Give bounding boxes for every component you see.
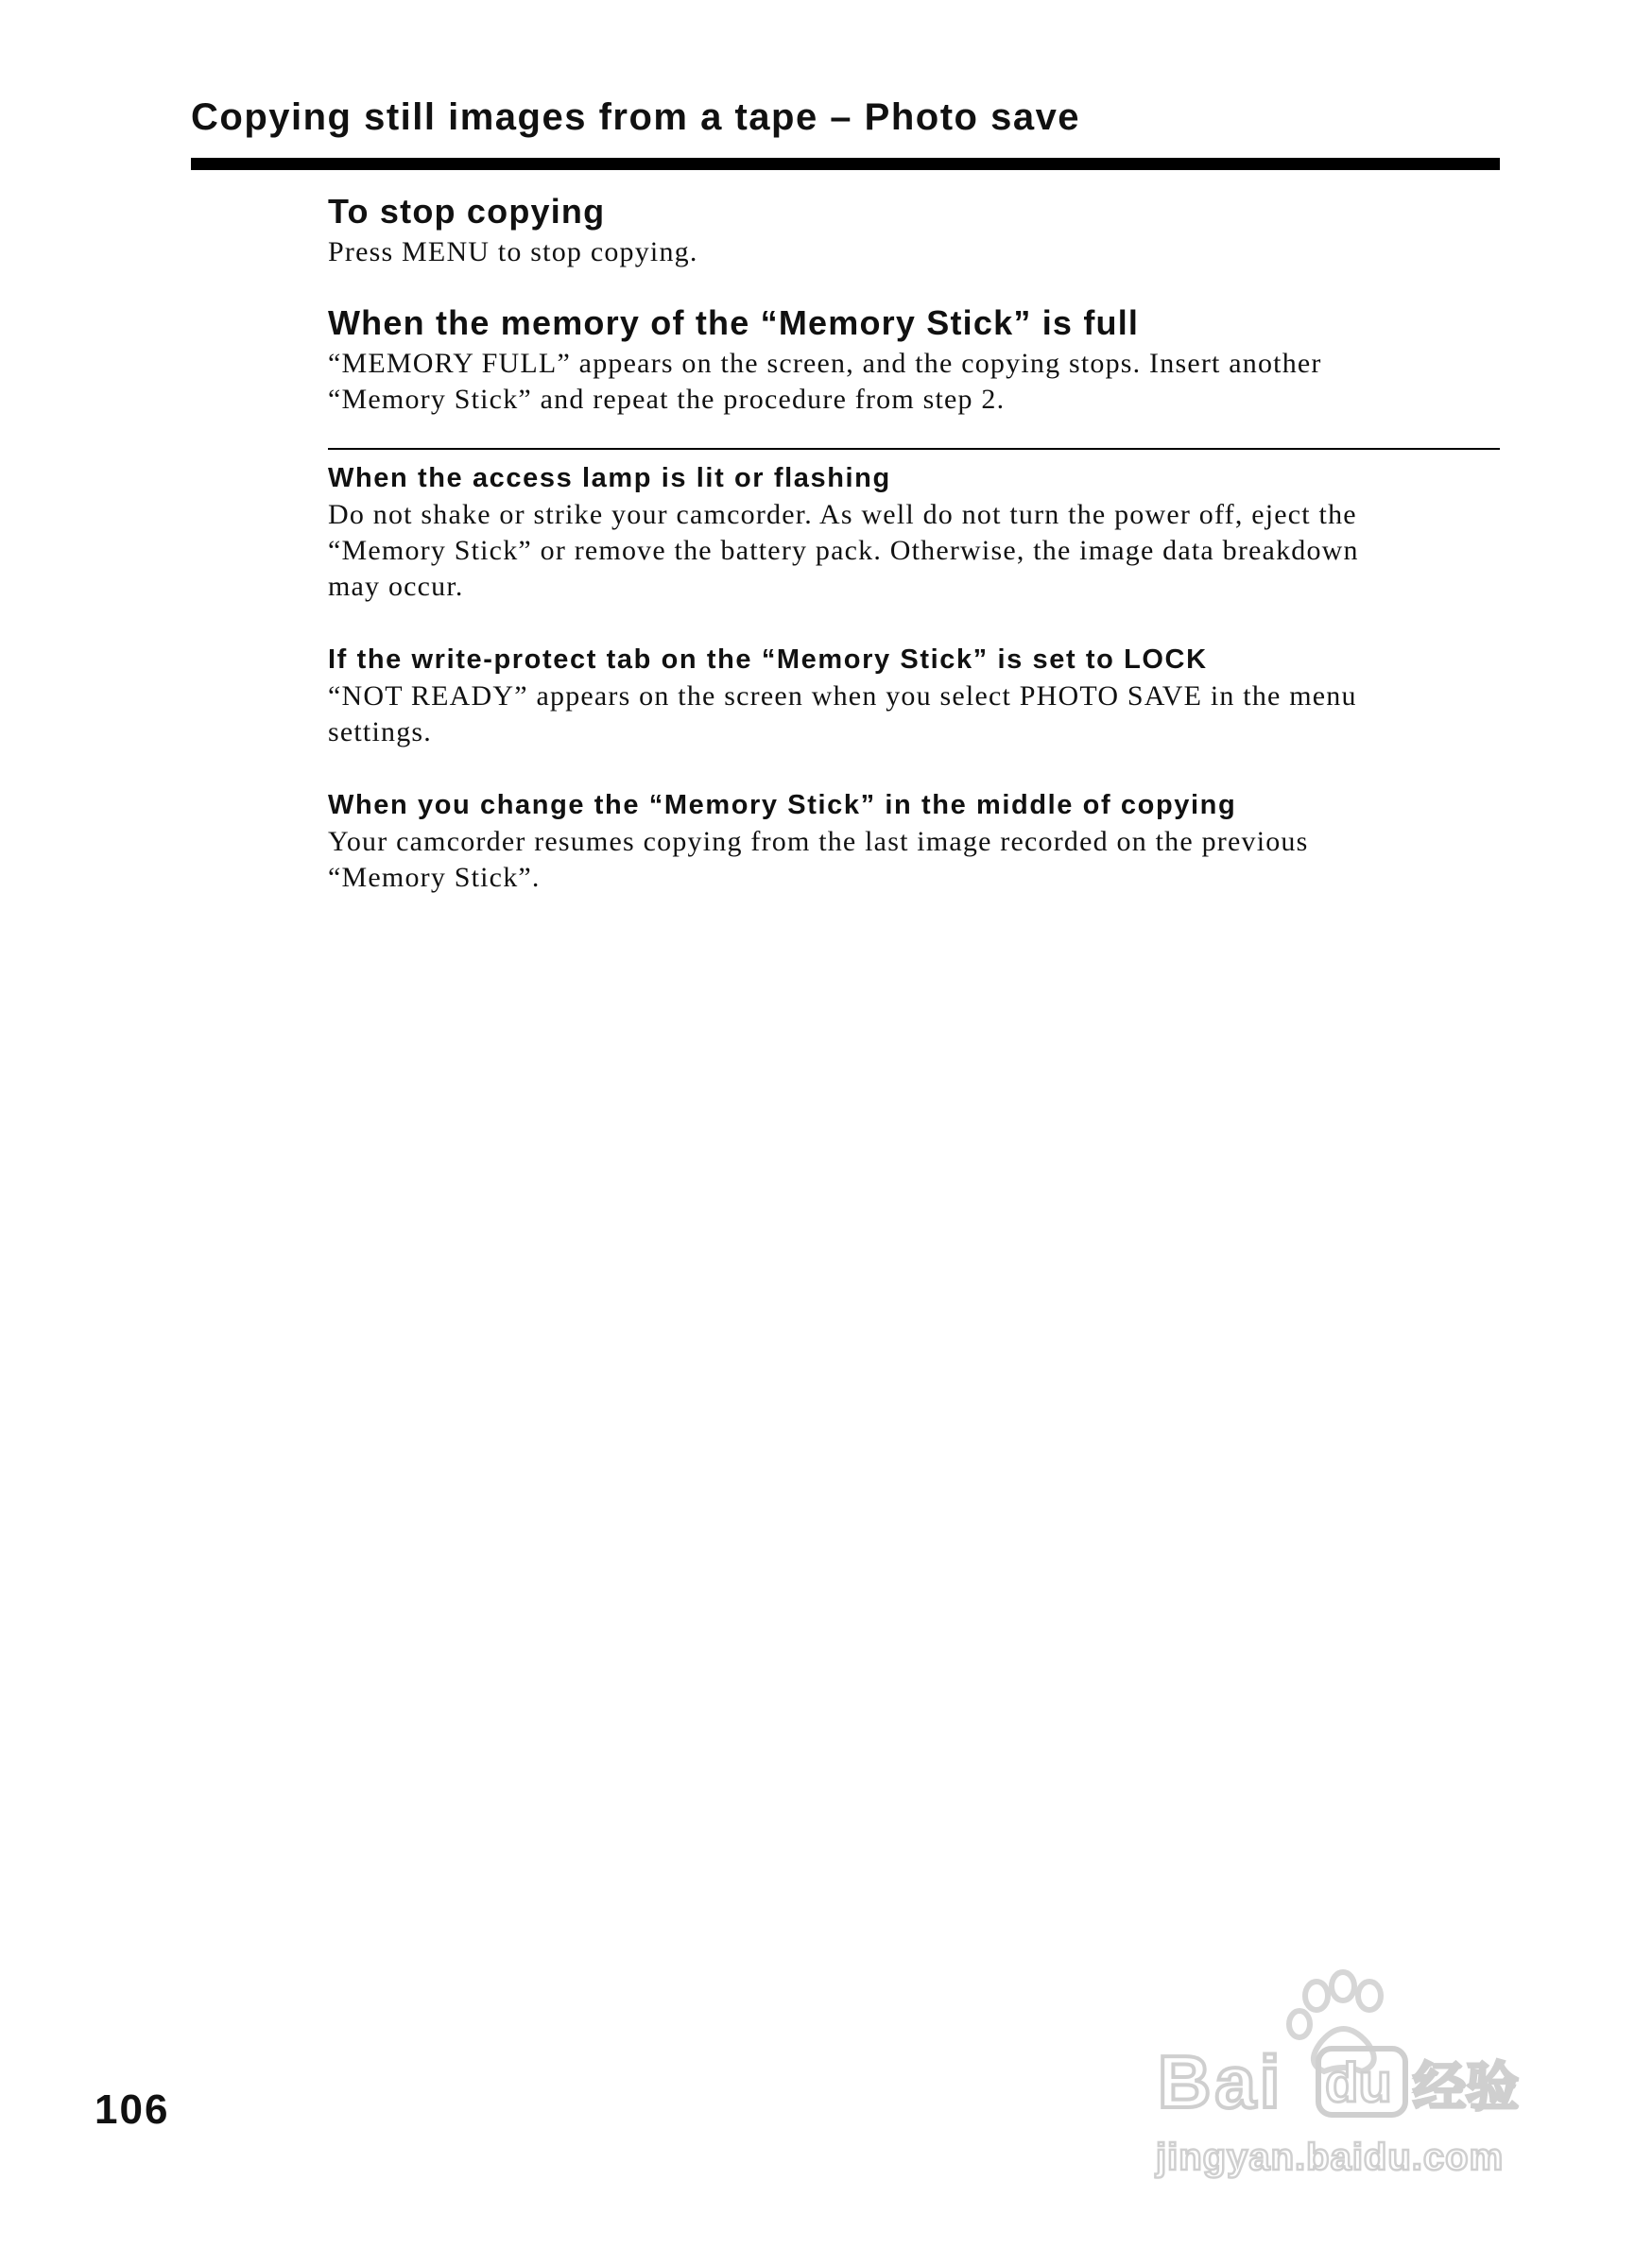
note-body-line: Your camcorder resumes copying from the last image recorded on the previous (328, 826, 1309, 857)
note-heading: If the write-protect tab on the “Memory Stick” is set to LOCK (328, 644, 1208, 675)
section-body-line: “MEMORY FULL” appears on the screen, and the copying stops. Insert another (328, 348, 1322, 379)
note-body-line: may occur. (328, 571, 464, 602)
note-write-protect (328, 641, 1500, 750)
section-memory-full (328, 300, 1500, 418)
svg-text:经验: 经验 (1413, 2057, 1519, 2119)
note-heading: When the access lamp is lit or flashing (328, 463, 891, 493)
section-body-line: “Memory Stick” and repeat the procedure from step 2. (328, 384, 1006, 415)
note-body-line: Do not shake or strike your camcorder. As well do not turn the power off, eject the (328, 499, 1357, 530)
baidu-logo (1148, 1966, 1545, 2183)
notes-divider (328, 448, 1500, 450)
title-rule (191, 158, 1500, 170)
note-body-line: settings. (328, 716, 432, 747)
note-body-line: “Memory Stick” or remove the battery pack. Otherwise, the image data breakdown (328, 535, 1359, 566)
section-body: Press MENU to stop copying. (328, 236, 698, 267)
note-body-line: “Memory Stick”. (328, 862, 541, 893)
note-access-lamp (328, 459, 1500, 605)
content-area (328, 189, 1500, 932)
page-number: 106 (95, 2086, 170, 2133)
svg-text:jingyan.baidu.com: jingyan.baidu.com (1156, 2137, 1505, 2178)
note-heading: When you change the “Memory Stick” in the middle of copying (328, 790, 1237, 820)
section-stop-copying (328, 189, 1500, 270)
page-title: Copying still images from a tape – Photo save (191, 96, 1081, 138)
svg-text:du: du (1325, 2052, 1392, 2114)
note-change-stick (328, 786, 1500, 896)
baidu-jingyan-watermark (1148, 1966, 1545, 2183)
svg-text:Bai: Bai (1158, 2040, 1284, 2123)
section-heading: When the memory of the “Memory Stick” is full (328, 303, 1140, 342)
note-body-line: “NOT READY” appears on the screen when you select PHOTO SAVE in the menu (328, 680, 1357, 712)
section-heading: To stop copying (328, 192, 606, 231)
